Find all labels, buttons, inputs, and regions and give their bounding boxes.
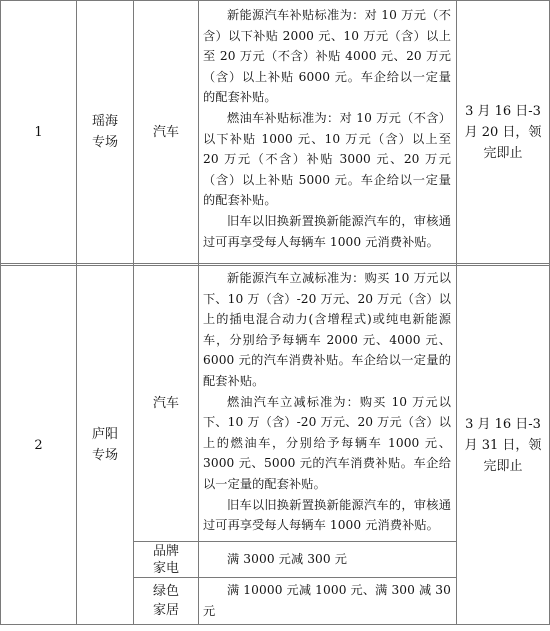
area-line: 专场 [91, 448, 118, 463]
row-index-text: 2 [34, 437, 43, 453]
category-text: 汽车 [152, 396, 179, 411]
table-border-bottom [0, 624, 550, 625]
period [460, 1, 546, 263]
category-text: 汽车 [152, 124, 179, 140]
category-name [134, 542, 198, 577]
row-index-text: 1 [34, 124, 43, 140]
area-line: 瑶海 [91, 114, 118, 129]
row-index [1, 1, 76, 263]
discount-rule [203, 580, 451, 621]
discount-rule [203, 549, 451, 570]
row-index [1, 266, 76, 624]
rule-paragraph: 旧车以旧换新置换新能源汽车的，审核通过可再享受每人每辆车 1000 元消费补贴。 [203, 497, 451, 533]
column-divider [456, 0, 457, 625]
rule-paragraph: 满 3000 元减 300 元 [227, 552, 348, 566]
subsidy-rules [203, 268, 451, 536]
area-line: 庐阳 [91, 427, 118, 442]
area-line: 专场 [91, 135, 118, 150]
row-divider [0, 263, 550, 264]
period-text: 3 月 16 日-3 月 31 日，领完即止 [464, 416, 542, 474]
area-name [77, 1, 133, 263]
subsidy-rules [203, 5, 451, 252]
rule-paragraph: 新能源汽车补贴标准为：对 10 万元（不含）以下补贴 2000 元、10 万元（含）以上至 20 万元（不含）补贴 4000 元、20 万元（含）以上补贴 6000 元。车企给以一定量的配套补贴。 [203, 8, 451, 105]
rule-paragraph: 燃油车补贴标准为：对 10 万元（不含）以下补贴 1000 元、10 万元（含）以上至 20 万元（不含）补贴 3000 元、20 万元（含）以上补贴 5000 元。车企给以一定量的配套补贴。 [203, 110, 451, 208]
category-line: 家居 [152, 603, 179, 618]
rule-paragraph: 旧车以旧换新置换新能源汽车的，审核通过可再享受每人每辆车 1000 元消费补贴。 [203, 213, 451, 249]
rule-paragraph: 新能源汽车立减标准为：购买 10 万元以下、10 万（含）-20 万元、20 万元（含）以上的插电混合动力(含增程式)或纯电新能源车，分别给予每辆车 2000 元、4000 元、6000 元的汽车消费补贴。车企给以一定量的配套补贴。 [203, 271, 451, 388]
category-name [134, 266, 198, 541]
category-name [134, 1, 198, 263]
category-name [134, 578, 198, 624]
period-text: 3 月 16 日-3 月 20 日，领完即止 [464, 103, 542, 161]
area-name [77, 266, 133, 624]
category-line: 家电 [152, 560, 179, 576]
category-line: 品牌 [152, 543, 179, 559]
rule-paragraph: 满 10000 元减 1000 元、满 300 减 30 元 [203, 583, 451, 618]
rule-paragraph: 燃油汽车立减标准为：购买 10 万元以下、10 万（含）-20 万元、20 万元（含）以上的燃油车，分别给予每辆车 1000 元、3000 元、5000 元的汽车消费补贴。车企给以一定量的配套补贴。 [203, 394, 451, 491]
period [460, 266, 546, 624]
category-line: 绿色 [152, 584, 179, 599]
column-divider [198, 0, 199, 625]
